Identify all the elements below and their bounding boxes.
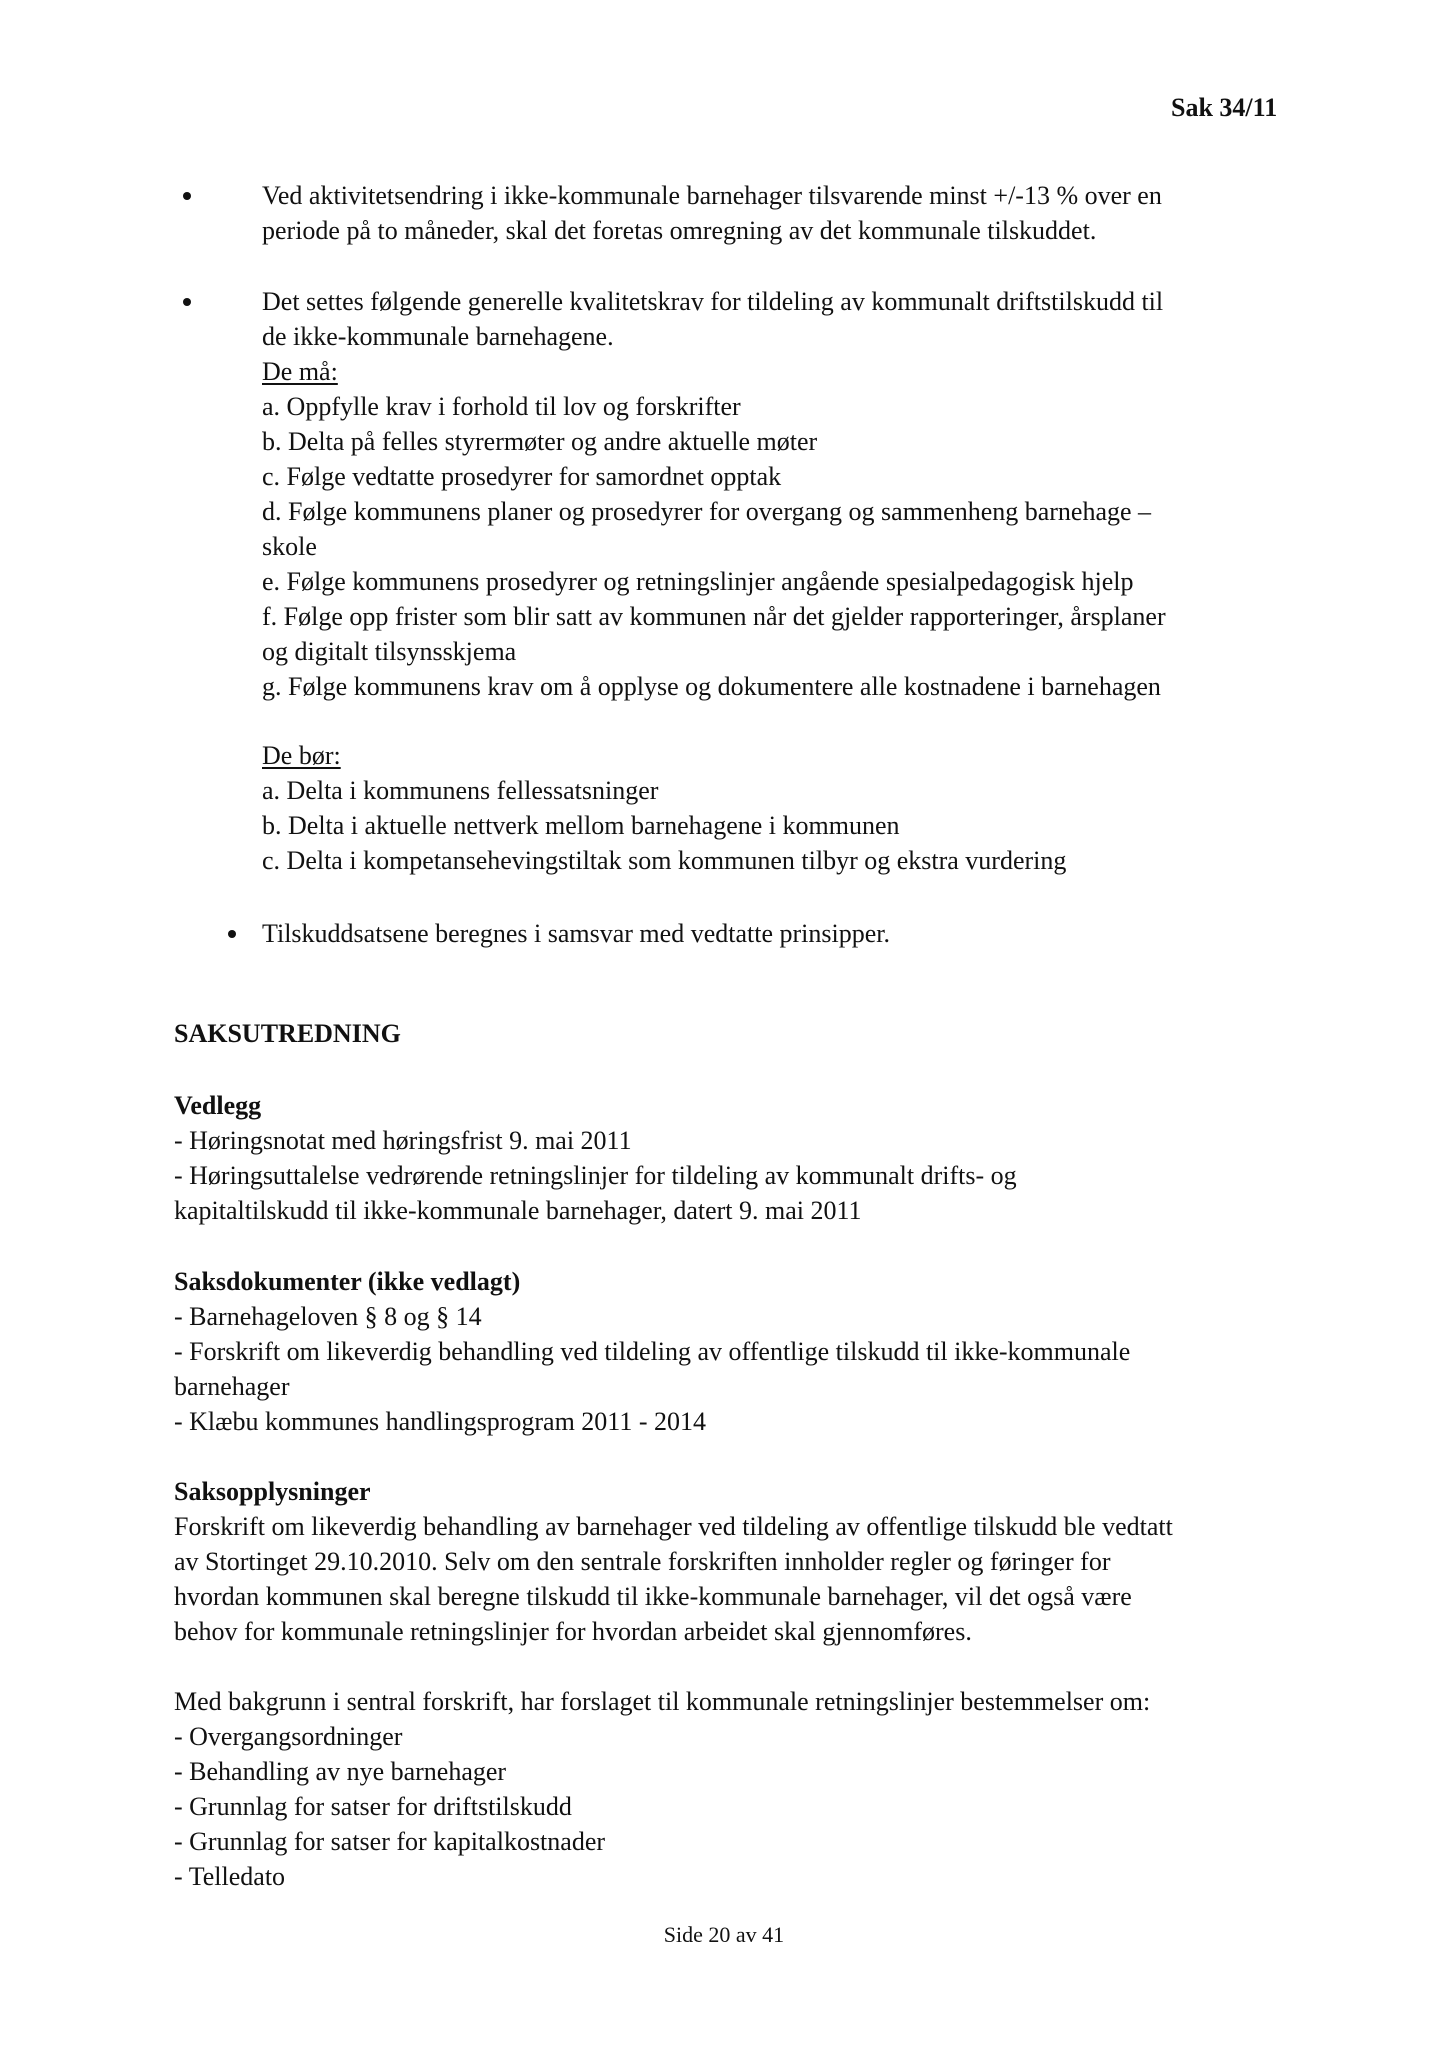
bullet-3-line-1: Tilskuddsatsene beregnes i samsvar med vedtatte prinsipper. (262, 919, 890, 948)
must-item: e. Følge kommunens prosedyrer og retningslinjer angående spesialpedagogisk hjelp (262, 567, 1134, 596)
bestemmelser-item: - Overgangsordninger (174, 1722, 403, 1751)
bullet-2-line-2: de ikke-kommunale barnehagene. (262, 322, 614, 351)
must-heading: De må: (262, 357, 338, 386)
must-item: skole (262, 532, 317, 561)
must-item: og digitalt tilsynsskjema (262, 637, 517, 666)
should-item: b. Delta i aktuelle nettverk mellom barnehagene i kommunen (262, 811, 900, 840)
saksdokumenter-item: - Barnehageloven § 8 og § 14 (174, 1302, 482, 1331)
saksopplysninger-paragraph-line: av Stortinget 29.10.2010. Selv om den sentrale forskriften innholder regler og føringer for (174, 1547, 1111, 1576)
bestemmelser-item: - Grunnlag for satser for driftstilskudd (174, 1792, 572, 1821)
saksopplysninger-block (174, 1474, 1173, 1649)
saksopplysninger-paragraph-line: hvordan kommunen skal beregne tilskudd til ikke-kommunale barnehager, vil det også være (174, 1582, 1132, 1611)
saksopplysninger-heading: Saksopplysninger (174, 1477, 371, 1506)
bullet-text-3 (262, 916, 890, 951)
should-heading: De bør: (262, 741, 341, 770)
bestemmelser-item: - Grunnlag for satser for kapitalkostnader (174, 1827, 606, 1856)
page-number: Side 20 av 41 (663, 1922, 785, 1947)
saksdokumenter-item: - Klæbu kommunes handlingsprogram 2011 - 2014 (174, 1407, 706, 1436)
saksdokumenter-item: - Forskrift om likeverdig behandling ved tildeling av offentlige tilskudd til ikke-kommunale (174, 1337, 1131, 1366)
vedlegg-block (174, 1088, 1017, 1228)
vedlegg-item: - Høringsnotat med høringsfrist 9. mai 2011 (174, 1126, 632, 1155)
vedlegg-item: kapitaltilskudd til ikke-kommunale barnehager, datert 9. mai 2011 (174, 1196, 862, 1225)
must-item: b. Delta på felles styrermøter og andre aktuelle møter (262, 427, 818, 456)
must-item: a. Oppfylle krav i forhold til lov og forskrifter (262, 392, 741, 421)
bullet-2-line-1: Det settes følgende generelle kvalitetskrav for tildeling av kommunalt driftstilskudd til (262, 287, 1164, 316)
must-item: c. Følge vedtatte prosedyrer for samordnet opptak (262, 462, 782, 491)
bullet-icon (183, 192, 191, 200)
bestemmelser-block (174, 1684, 1150, 1894)
saksdokumenter-item: barnehager (174, 1372, 290, 1401)
saksopplysninger-paragraph-line: Forskrift om likeverdig behandling av barnehager ved tildeling av offentlige tilskudd ble vedtatt (174, 1512, 1173, 1541)
saksopplysninger-paragraph-line: behov for kommunale retningslinjer for hvordan arbeidet skal gjennomføres. (174, 1617, 972, 1646)
must-item: g. Følge kommunens krav om å opplyse og dokumentere alle kostnadene i barnehagen (262, 672, 1161, 701)
bullet-1-line-2: periode på to måneder, skal det foretas omregning av det kommunale tilskuddet. (262, 216, 1097, 245)
must-item: f. Følge opp frister som blir satt av kommunen når det gjelder rapporteringer, årsplaner (262, 602, 1166, 631)
bullet-1-line-1: Ved aktivitetsendring i ikke-kommunale barnehager tilsvarende minst +/-13 % over en (262, 181, 1162, 210)
saksdokumenter-block (174, 1264, 1130, 1439)
should-block (262, 738, 1066, 878)
bestemmelser-item: - Behandling av nye barnehager (174, 1757, 507, 1786)
bullet-text-2 (262, 284, 1166, 704)
bullet-text-1 (262, 178, 1162, 248)
section-title: SAKSUTREDNING (174, 1019, 401, 1048)
bullet-icon (228, 930, 236, 938)
should-item: c. Delta i kompetansehevingstiltak som kommunen tilbyr og ekstra vurdering (262, 846, 1067, 875)
saksdokumenter-heading: Saksdokumenter (ikke vedlagt) (174, 1267, 521, 1296)
vedlegg-heading: Vedlegg (174, 1091, 262, 1120)
bestemmelser-intro: Med bakgrunn i sentral forskrift, har forslaget til kommunale retningslinjer bestemmelser om: (174, 1687, 1151, 1716)
must-item: d. Følge kommunens planer og prosedyrer for overgang og sammenheng barnehage – (262, 497, 1152, 526)
case-reference: Sak 34/11 (1171, 93, 1278, 122)
bullet-icon (183, 298, 191, 306)
vedlegg-item: - Høringsuttalelse vedrørende retningslinjer for tildeling av kommunalt drifts- og (174, 1161, 1017, 1190)
bestemmelser-item: - Telledato (174, 1862, 286, 1891)
should-item: a. Delta i kommunens fellessatsninger (262, 776, 659, 805)
